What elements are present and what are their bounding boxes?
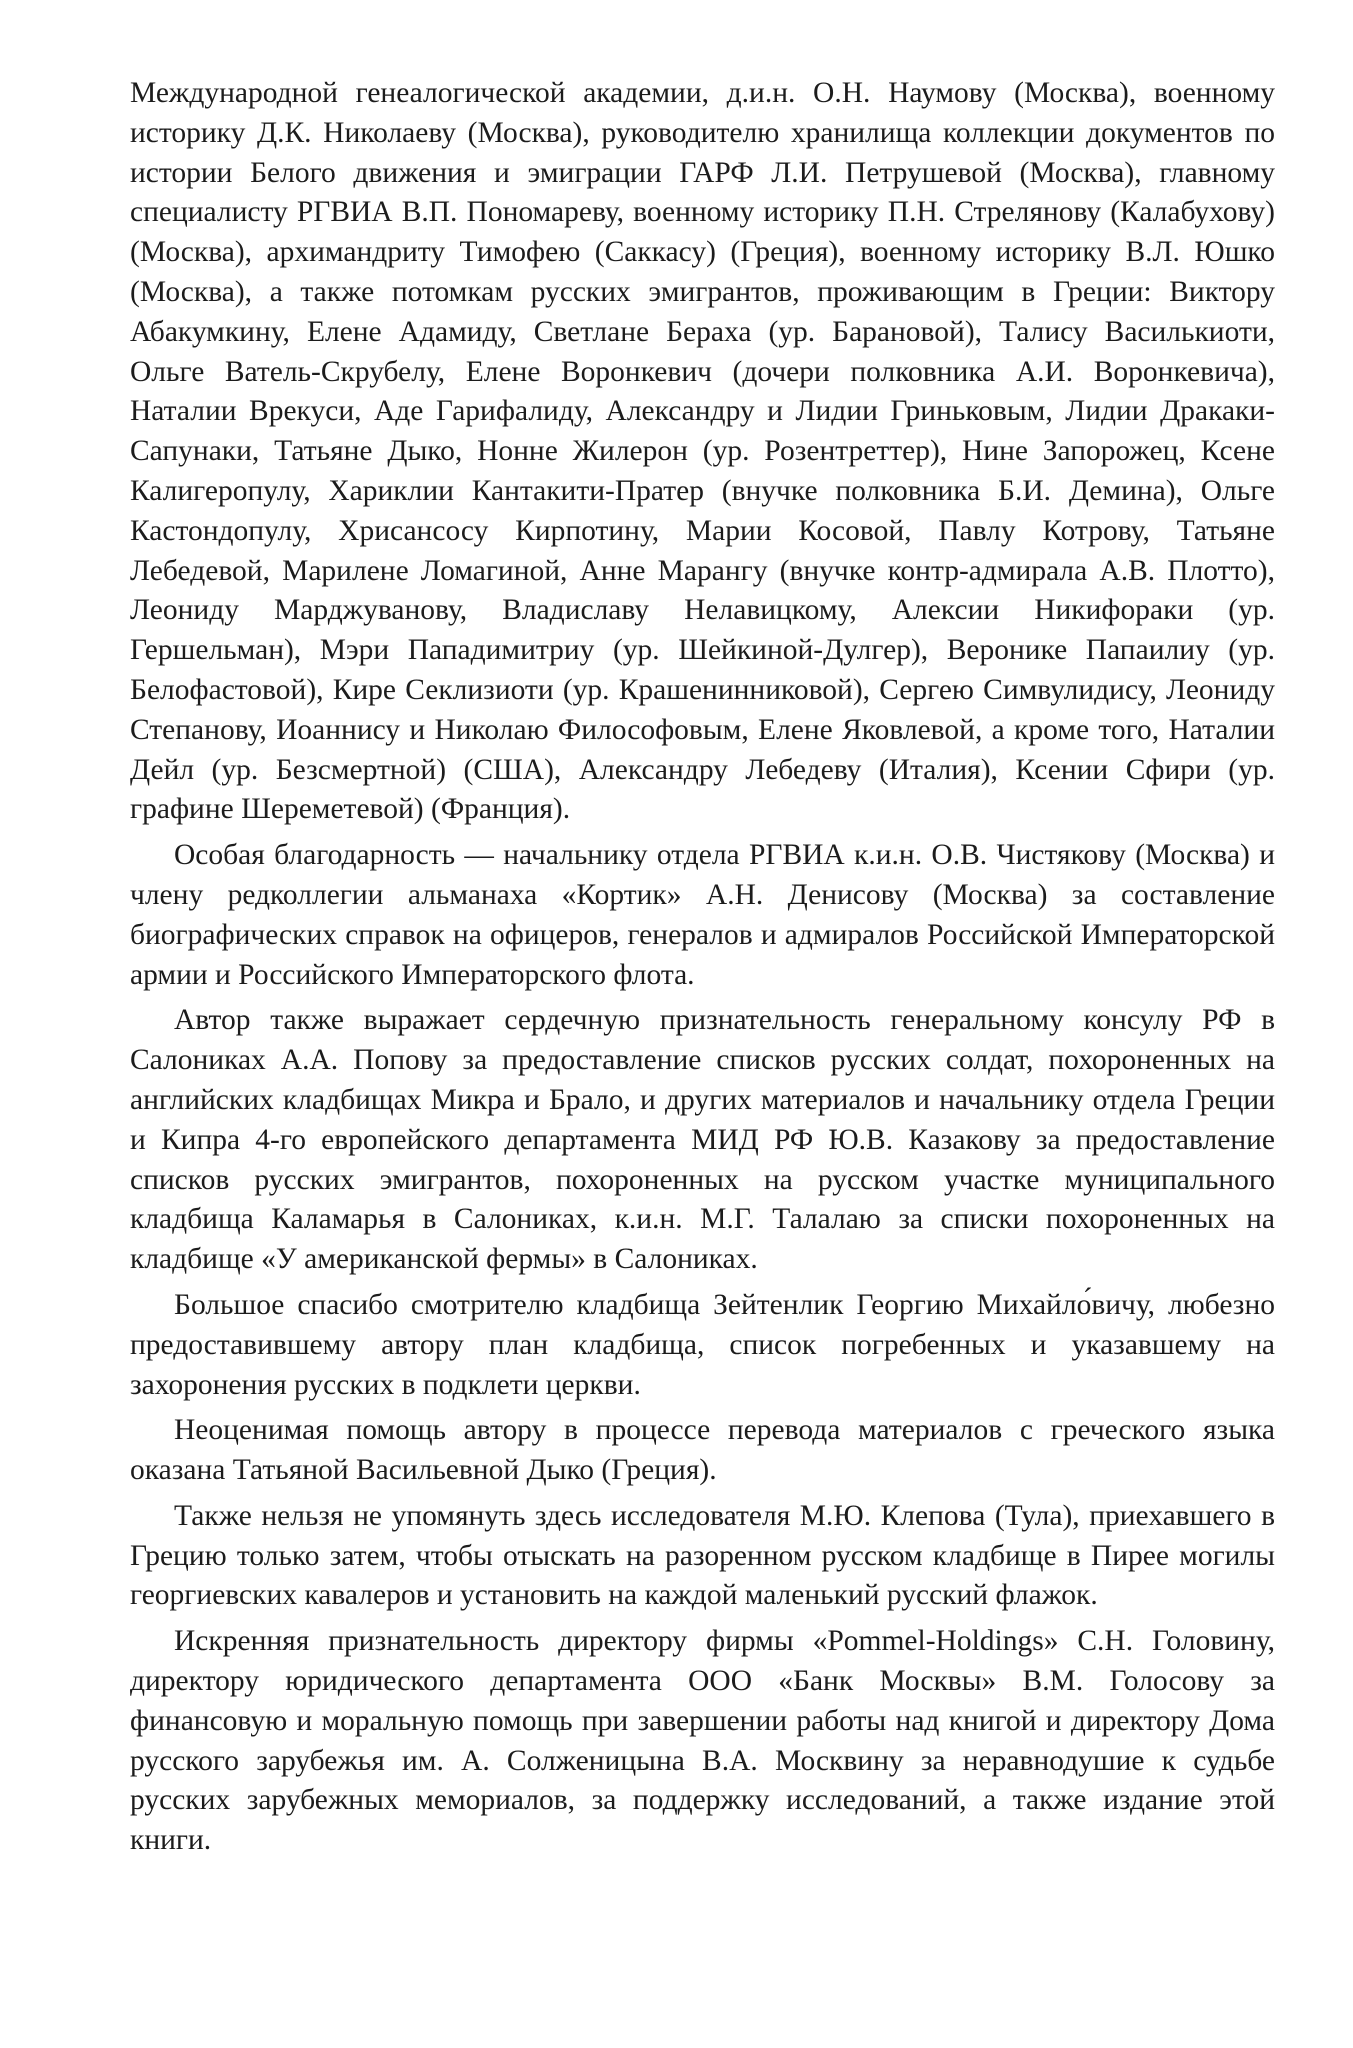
paragraph-special-thanks: Особая благодарность — начальнику отдела РГВИА к.и.н. О.В. Чистякову (Москва) и члену редколлегии альманаха «Кортик» А.Н. Денисову (Москва) за составление биографических справок на офицеров, генералов и адмиралов Российской Императорской армии и Российского Императорского флота. (130, 839, 1275, 991)
paragraph-researcher-mention: Также нельзя не упомянуть здесь исследователя М.Ю. Клепова (Тула), приехавшего в Грецию только затем, чтобы отыскать на разоренном русском кладбище в Пирее могилы георгиевских кавалеров и установить на каждой маленький русский флажок. (130, 1499, 1275, 1612)
paragraph-acknowledgements-list: Международной генеалогической академии, д.и.н. О.Н. Наумову (Москва), военному историку Д.К. Николаеву (Москва), руководителю хранилища коллекции документов по истории Белого движения и эмиграции ГАРФ Л.И. Петрушевой (Москва), главному специалисту РГВИА В.П. Пономареву, военному историку П.Н. Стрелянову (Калабухову) (Москва), архимандриту Тимофею (Саккасу) (Греция), военному историку В.Л. Юшко (Москва), а также потомкам русских эмигрантов, проживающим в Греции: Виктору Абакумкину, Елене Адамиду, Светлане Бераха (ур. Барановой), Талису Василькиоти, Ольге Ватель-Скрубелу, Елене Воронкевич (дочери полковника А.И. Воронкевича), Наталии Врекуси, Аде Гарифалиду, Александру и Лидии Гриньковым, Лидии Дракаки-Сапунаки, Татьяне Дыко, Нонне Жилерон (ур. Розентреттер), Нине Запорожец, Ксене Калигеропулу, Хариклии Кантакити-Пратер (внучке полковника Б.И. Демина), Ольге Кастондопулу, Хрисансосу Кирпотину, Марии Косовой, Павлу Котрову, Татьяне Лебедевой, Марилене Ломагиной, Анне Марангу (внучке контр-адмирала А.В. Плотто), Леониду Марджуванову, Владиславу Нелавицкому, Алексии Никифораки (ур. Гершельман), Мэри Пападимитриу (ур. Шейкиной-Дулгер), Веронике Папаилиу (ур. Белофастовой), Кире Секлизиоти (ур. Крашенинниковой), Сергею Симвулидису, Леониду Степанову, Иоаннису и Николаю Философовым, Елене Яковлевой, а кроме того, Наталии Дейл (ур. Безсмертной) (США), Александру Лебедеву (Италия), Ксении Сфири (ур. графине Шереметевой) (Франция). (130, 77, 1275, 826)
page-text-body (130, 74, 1275, 1867)
paragraph-cemetery-keeper-thanks: Большое спасибо смотрителю кладбища Зейтенлик Георгию Михайло́вичу, любезно предоставившему автору план кладбища, список погребенных и указавшему на захоронения русских в подклети церкви. (130, 1288, 1275, 1401)
paragraph-consul-thanks: Автор также выражает сердечную признательность генеральному консулу РФ в Салониках А.А. Попову за предоставление списков русских солдат, похороненных на английских кладбищах Микра и Брало, и других материалов и начальнику отдела Греции и Кипра 4-го европейского департамента МИД РФ Ю.В. Казакову за предоставление списков русских эмигрантов, похороненных на русском участке муниципального кладбища Каламарья в Салониках, к.и.н. М.Г. Талалаю за списки похороненных на кладбище «У американской фермы» в Салониках. (130, 1004, 1275, 1276)
paragraph-translation-thanks: Неоценимая помощь автору в процессе перевода материалов с греческого языка оказана Татьяной Васильевной Дыко (Греция). (130, 1414, 1275, 1487)
paragraph-sponsors-thanks: Искренняя признательность директору фирмы «Pommel-Holdings» С.Н. Головину, директору юридического департамента ООО «Банк Москвы» В.М. Голосову за финансовую и моральную помощь при завершении работы над книгой и директору Дома русского зарубежья им. А. Солженицына В.А. Москвину за неравнодушие к судьбе русских зарубежных мемориалов, за поддержку исследований, а также издание этой книги. (130, 1625, 1275, 1857)
